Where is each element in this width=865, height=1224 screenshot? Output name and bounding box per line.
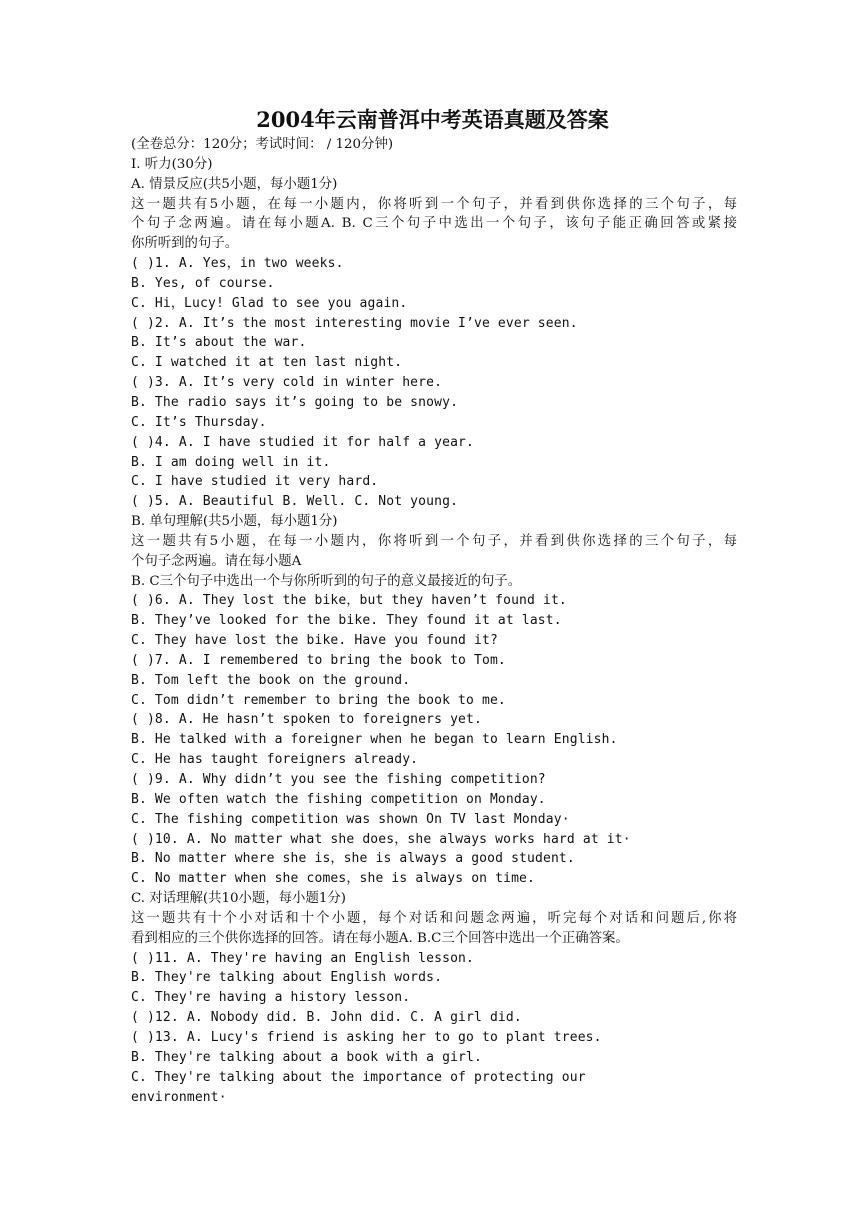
text-line: C. 对话理解(共10小题，每小题1分)	[131, 891, 346, 907]
text-line: B. It’s about the war.	[131, 335, 307, 351]
document-body	[131, 135, 737, 1107]
text-line: B. We often watch the fishing competition on Monday.	[131, 791, 546, 807]
text-line: ( )12. A. Nobody did. B. John did. C. A girl did.	[131, 1010, 522, 1026]
text-line: C. The fishing competition was shown On TV last Monday·	[131, 811, 570, 827]
text-line: B. Tom left the book on the ground.	[131, 672, 411, 688]
text-line: 个句子念两遍。请在每小题A	[131, 553, 302, 569]
text-line: C. I watched it at ten last night.	[131, 355, 403, 371]
text-line: 这一题共有5小题，在每一小题内，你将听到一个句子，并看到供你选择的三个句子，每	[131, 196, 737, 212]
text-line: B. I am doing well in it.	[131, 454, 331, 470]
text-line: ( )9. A. Why didn’t you see the fishing competition?	[131, 772, 546, 787]
text-line: 这一题共有十个小对话和十个小题，每个对话和问题念两遍，听完每个对话和问题后,你将	[131, 910, 737, 926]
text-line: C. Hi，Lucy! Glad to see you again.	[131, 295, 408, 311]
text-line: ( )11. A. They're having an English lesson.	[131, 950, 474, 966]
text-line: C. It’s Thursday.	[131, 414, 267, 430]
text-line: ( )6. A. They lost the bike，but they haven’t found it.	[131, 593, 567, 609]
text-line: B. They're talking about English words.	[131, 970, 443, 986]
text-line: C. No matter when she comes，she is always on time.	[131, 871, 536, 887]
text-line: B. Yes, of course.	[131, 275, 275, 291]
text-line: B. The radio says it’s going to be snowy.	[131, 394, 459, 410]
text-line: C. Tom didn’t remember to bring the book to me.	[131, 692, 506, 708]
text-line: A. 情景反应(共5小题，每小题1分)	[131, 176, 338, 192]
text-line: C. They have lost the bike. Have you found it?	[131, 633, 498, 649]
text-line: B. They’ve looked for the bike. They found it at last.	[131, 613, 562, 629]
text-line: B. He talked with a foreigner when he began to learn English.	[131, 732, 618, 748]
text-line: ( )3. A. It’s very cold in winter here.	[131, 375, 443, 391]
text-line: ( )4. A. I have studied it for half a year.	[131, 434, 474, 450]
text-line: C. He has taught foreigners already.	[131, 752, 419, 768]
text-line: ( )8. A. He hasn’t spoken to foreigners yet.	[131, 712, 482, 728]
text-line: environment·	[131, 1089, 227, 1105]
text-line: B. 单句理解(共5小题，每小题1分)	[131, 514, 338, 530]
text-line: ( )7. A. I remembered to bring the book to Tom.	[131, 652, 506, 668]
text-line: B. C三个句子中选出一个与你所听到的句子的意义最接近的句子。	[131, 573, 522, 589]
text-line: ( )13. A. Lucy's friend is asking her to go to plant trees.	[131, 1029, 602, 1045]
text-line: I. 听力(30分)	[131, 156, 213, 172]
text-line: 个句子念两遍。请在每小题A. B. C三个句子中选出一个句子，该句子能正确回答或紧接	[131, 216, 737, 232]
text-line: ( )2. A. It’s the most interesting movie I’ve ever seen.	[131, 315, 578, 331]
text-line: B. They're talking about a book with a girl.	[131, 1049, 482, 1065]
text-line: B. No matter where she is，she is always a good student.	[131, 851, 575, 867]
page-title: 2004年云南普洱中考英语真题及答案	[256, 107, 609, 132]
text-line: 这一题共有5小题，在每一小题内，你将听到一个句子，并看到供你选择的三个句子，每	[131, 533, 737, 549]
text-line: ( )1. A. Yes，in two weeks.	[131, 256, 344, 272]
text-line: C. They're talking about the importance of protecting our	[131, 1069, 586, 1085]
text-line: C. They're having a history lesson.	[131, 990, 411, 1006]
text-line: 看到相应的三个供你选择的回答。请在每小题A. B.C三个回答中选出一个正确答案。	[131, 930, 629, 946]
text-line: 你所听到的句子。	[131, 236, 239, 252]
text-line: (全卷总分：120分；考试时间： / 120分钟)	[131, 137, 394, 152]
text-line: ( )5. A. Beautiful B. Well. C. Not young.	[131, 494, 459, 510]
text-line: ( )10. A. No matter what she does，she always works hard at it·	[131, 831, 631, 847]
text-line: C. I have studied it very hard.	[131, 474, 379, 490]
